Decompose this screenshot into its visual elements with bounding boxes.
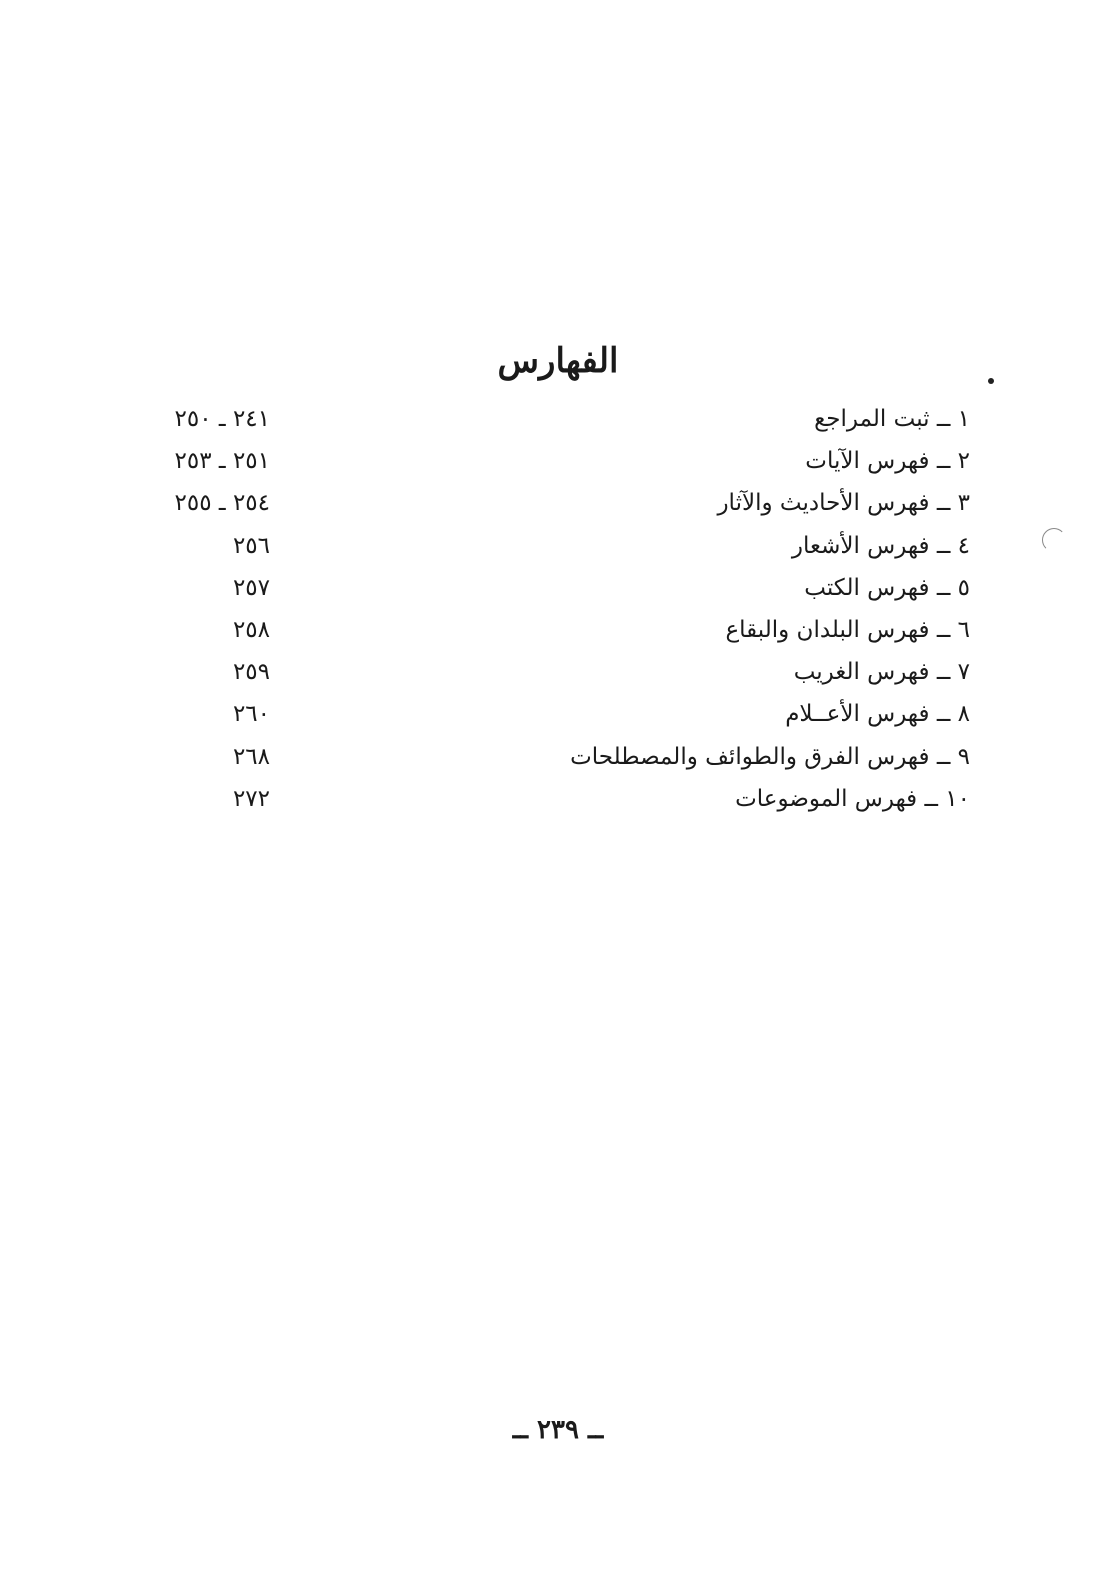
index-entry xyxy=(110,651,970,693)
index-entry-pages: ٢٥٨ xyxy=(232,617,270,644)
index-entry xyxy=(110,567,970,609)
index-entry-pages: ٢٥٤ ـ ٢٥٥ xyxy=(174,490,270,517)
index-entry-label: ٩ ــ فهرس الفرق والطوائف والمصطلحات xyxy=(570,743,970,770)
index-entry-label: ١ ــ ثبت المراجع xyxy=(814,406,970,433)
index-entry-pages: ٢٥٧ xyxy=(232,574,270,601)
index-entry-pages: ٢٤١ ـ ٢٥٠ xyxy=(174,406,270,433)
index-entry-pages: ٢٥١ ـ ٢٥٣ xyxy=(174,448,270,475)
page-title: الفهارس xyxy=(497,341,619,381)
index-entry xyxy=(110,693,970,735)
index-entry-pages: ٢٦٨ xyxy=(232,743,270,770)
scan-arc-mark xyxy=(1042,528,1066,552)
index-entry-pages: ٢٦٠ xyxy=(232,701,270,728)
index-entry xyxy=(110,609,970,651)
index-entry-label: ٣ ــ فهرس الأحاديث والآثار xyxy=(717,490,970,517)
page-number: ــ ٢٣٩ ــ xyxy=(512,1415,604,1445)
index-entry-pages: ٢٥٦ xyxy=(232,532,270,559)
index-entry-label: ٥ ــ فهرس الكتب xyxy=(804,574,970,601)
index-entry xyxy=(110,440,970,482)
index-entry xyxy=(110,525,970,567)
index-entry-label: ٧ ــ فهرس الغريب xyxy=(793,659,970,686)
index-entry xyxy=(110,482,970,524)
index-entry-label: ٨ ــ فهرس الأعــلام xyxy=(785,701,970,728)
index-entry-pages: ٢٧٢ xyxy=(232,785,270,812)
index-entry xyxy=(110,398,970,440)
index-list xyxy=(110,398,970,820)
index-entry-label: ٦ ــ فهرس البلدان والبقاع xyxy=(725,617,970,644)
index-entry xyxy=(110,736,970,778)
index-entry-label: ١٠ ــ فهرس الموضوعات xyxy=(735,785,970,812)
index-entry xyxy=(110,778,970,820)
index-entry-label: ٤ ــ فهرس الأشعار xyxy=(791,532,970,559)
index-entry-pages: ٢٥٩ xyxy=(232,659,270,686)
index-entry-label: ٢ ــ فهرس الآيات xyxy=(805,448,970,475)
